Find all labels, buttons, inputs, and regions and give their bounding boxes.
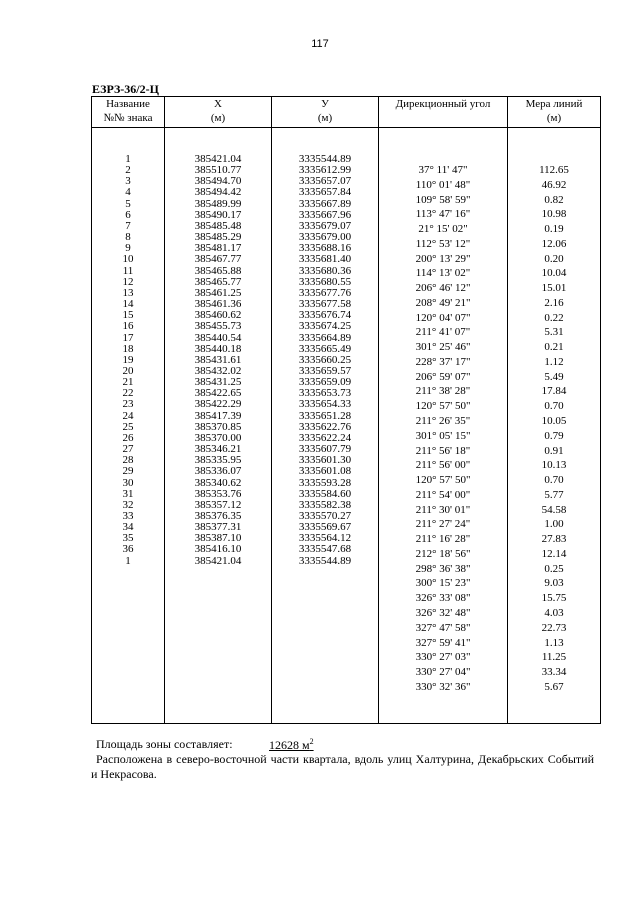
point-name-cell: 21 <box>122 376 134 389</box>
length-cell: 12.06 <box>541 237 567 250</box>
x-cell: 385422.29 <box>194 398 242 411</box>
angle-cell: 110° 01' 48" <box>415 178 471 191</box>
length-cell: 1.13 <box>544 636 564 649</box>
point-name-cell: 12 <box>122 275 134 288</box>
point-name-cell: 8 <box>125 231 131 244</box>
length-cell: 17.84 <box>541 385 567 398</box>
table-header-row <box>92 97 601 128</box>
x-cell: 385370.85 <box>194 420 242 433</box>
coordinates-table <box>91 96 601 724</box>
x-value-list <box>165 128 271 567</box>
length-cell: 2.16 <box>544 296 564 309</box>
point-name-cell: 1 <box>125 153 131 165</box>
y-cell: 3335664.89 <box>298 331 352 344</box>
point-name-cell: 20 <box>122 364 134 377</box>
length-value-list <box>508 128 600 695</box>
x-cell: 385490.17 <box>194 208 242 221</box>
y-cell: 3335681.40 <box>298 253 352 266</box>
length-cell: 5.49 <box>544 370 564 383</box>
y-cell: 3335679.00 <box>298 231 352 244</box>
y-cell: 3335593.28 <box>298 476 352 489</box>
angle-cell: 211° 27' 24" <box>415 518 471 531</box>
x-cell: 385377.31 <box>194 521 242 534</box>
point-name-cell: 25 <box>122 420 134 433</box>
point-name-cell: 13 <box>122 286 134 299</box>
length-cell: 5.77 <box>544 488 564 501</box>
area-value <box>269 737 314 753</box>
x-cell: 385460.62 <box>194 309 242 322</box>
point-name-cell: 31 <box>122 487 134 500</box>
point-name-cell: 4 <box>125 186 131 199</box>
y-cell: 3335547.68 <box>298 543 352 556</box>
y-cell: 3335677.76 <box>298 286 352 299</box>
angle-cell: 301° 05' 15" <box>415 429 471 442</box>
angle-cell: 208° 49' 21" <box>415 296 471 309</box>
angle-cell: 112° 53' 12" <box>415 237 471 250</box>
header-x-line1: X <box>214 98 222 110</box>
length-cell: 0.21 <box>544 341 564 354</box>
x-cell: 385440.18 <box>194 342 242 355</box>
y-value-list <box>272 128 378 567</box>
x-cell: 385467.77 <box>194 253 242 266</box>
angle-cell: 212° 18' 56" <box>415 547 471 560</box>
angle-cell: 109° 58' 59" <box>415 193 471 206</box>
y-cell: 3335660.25 <box>298 353 352 366</box>
length-cell: 27.83 <box>541 533 567 546</box>
length-cell: 11.25 <box>541 651 567 664</box>
point-name-list <box>92 128 164 567</box>
header-point-name <box>92 97 165 128</box>
length-cell: 9.03 <box>544 577 564 590</box>
point-name-cell: 16 <box>122 320 134 333</box>
length-cell: 15.01 <box>541 282 567 295</box>
x-cell: 385485.29 <box>194 231 242 244</box>
point-name-cell: 26 <box>122 431 134 444</box>
y-cell: 3335680.36 <box>298 264 352 277</box>
angle-cell: 114° 13' 02" <box>415 267 471 280</box>
x-cell: 385422.65 <box>194 387 242 400</box>
x-cell: 385455.73 <box>194 320 242 333</box>
length-cell: 0.25 <box>544 562 564 575</box>
angle-cell: 327° 47' 58" <box>415 621 471 634</box>
point-name-cell: 22 <box>122 387 134 400</box>
x-cell: 385510.77 <box>194 164 242 177</box>
header-point-name-line2: №№ знака <box>103 112 153 124</box>
angle-cell: 206° 59' 07" <box>415 370 471 383</box>
header-length-line1: Мера линий <box>525 98 583 110</box>
x-cell: 385370.00 <box>194 431 242 444</box>
header-angle <box>379 97 508 128</box>
y-cell: 3335653.73 <box>298 387 352 400</box>
x-cell: 385465.77 <box>194 275 242 288</box>
length-cell: 15.75 <box>541 592 567 605</box>
x-cell: 385432.02 <box>194 364 242 377</box>
point-name-cell: 7 <box>125 219 131 232</box>
length-cell: 0.70 <box>544 474 564 487</box>
x-cell: 385485.48 <box>194 219 242 232</box>
x-cell: 385465.88 <box>194 264 242 277</box>
angle-cell: 211° 16' 28" <box>415 533 471 546</box>
x-cell: 385421.04 <box>194 554 242 567</box>
point-name-cell: 19 <box>122 353 134 366</box>
length-cell: 0.22 <box>544 311 564 324</box>
y-cell: 3335612.99 <box>298 164 352 177</box>
angle-cell: 21° 15' 02" <box>418 223 468 236</box>
y-cell: 3335654.33 <box>298 398 352 411</box>
column-length <box>508 128 601 724</box>
header-x <box>165 97 272 128</box>
x-cell: 385353.76 <box>194 487 242 500</box>
length-cell: 22.73 <box>541 621 567 634</box>
angle-cell: 228° 37' 17" <box>415 355 471 368</box>
angle-cell: 326° 33' 08" <box>415 592 471 605</box>
y-cell: 3335679.07 <box>298 219 352 232</box>
angle-cell: 37° 11' 47" <box>418 164 468 176</box>
header-y <box>272 97 379 128</box>
point-name-cell: 35 <box>122 532 134 545</box>
y-cell: 3335570.27 <box>298 510 352 522</box>
length-cell: 10.04 <box>541 267 567 280</box>
x-cell: 385494.42 <box>194 186 242 199</box>
point-name-cell: 36 <box>122 543 134 556</box>
angle-cell: 120° 57' 50" <box>415 400 471 413</box>
length-cell: 0.82 <box>544 193 564 206</box>
x-cell: 385357.12 <box>194 498 242 511</box>
page-number: 117 <box>311 38 329 50</box>
zone-code-heading: ЕЗРЗ-36/2-Ц <box>92 82 159 96</box>
y-cell: 3335601.30 <box>298 454 352 467</box>
x-cell: 385417.39 <box>194 409 242 422</box>
angle-cell: 330° 27' 04" <box>415 666 471 679</box>
point-name-cell: 15 <box>122 309 134 322</box>
y-cell: 3335667.89 <box>298 197 352 210</box>
y-cell: 3335544.89 <box>298 153 352 165</box>
y-cell: 3335601.08 <box>298 465 352 478</box>
y-cell: 3335667.96 <box>298 208 352 221</box>
angle-cell: 211° 26' 35" <box>415 415 471 428</box>
point-name-cell: 10 <box>122 253 134 266</box>
angle-cell: 298° 36' 38" <box>415 562 471 575</box>
y-cell: 3335622.76 <box>298 420 352 433</box>
point-name-cell: 32 <box>122 498 134 511</box>
point-name-cell: 30 <box>122 476 134 489</box>
y-cell: 3335688.16 <box>298 242 352 255</box>
length-cell: 0.20 <box>544 252 564 265</box>
header-angle-line1: Дирекционный угол <box>395 98 491 110</box>
angle-cell: 330° 32' 36" <box>415 680 471 693</box>
area-label: Площадь зоны составляет: <box>96 737 233 751</box>
angle-cell: 301° 25' 46" <box>415 341 471 354</box>
length-cell: 0.19 <box>544 223 564 236</box>
x-cell: 385416.10 <box>194 543 242 556</box>
angle-cell: 200° 13' 29" <box>415 252 471 265</box>
point-name-cell: 34 <box>122 521 134 534</box>
length-cell: 10.13 <box>541 459 567 472</box>
y-cell: 3335544.89 <box>298 554 352 567</box>
header-length-line2: (м) <box>546 112 562 124</box>
y-cell: 3335651.28 <box>298 409 352 422</box>
x-cell: 385431.61 <box>194 353 242 366</box>
angle-cell: 211° 54' 00" <box>415 488 471 501</box>
length-cell: 5.31 <box>544 326 564 339</box>
point-name-cell: 23 <box>122 398 134 411</box>
angle-cell: 330° 27' 03" <box>415 651 471 664</box>
x-cell: 385336.07 <box>194 465 242 478</box>
angle-cell: 211° 41' 07" <box>415 326 471 339</box>
y-cell: 3335676.74 <box>298 309 352 322</box>
x-cell: 385340.62 <box>194 476 242 489</box>
length-cell: 0.70 <box>544 400 564 413</box>
x-cell: 385376.35 <box>194 510 242 522</box>
angle-cell: 120° 04' 07" <box>415 311 471 324</box>
point-name-cell: 9 <box>125 242 131 255</box>
header-x-line2: (м) <box>210 112 226 124</box>
column-x <box>165 128 272 724</box>
angle-value-list <box>379 128 507 695</box>
x-cell: 385481.17 <box>194 242 242 255</box>
angle-cell: 113° 47' 16" <box>415 208 471 221</box>
point-name-cell: 27 <box>122 443 134 456</box>
angle-cell: 211° 30' 01" <box>415 503 471 516</box>
point-name-cell: 1 <box>125 554 131 567</box>
y-cell: 3335680.55 <box>298 275 352 288</box>
length-cell: 33.34 <box>541 666 567 679</box>
column-angle <box>379 128 508 724</box>
y-cell: 3335607.79 <box>298 443 352 456</box>
length-cell: 0.91 <box>544 444 564 457</box>
y-cell: 3335674.25 <box>298 320 352 333</box>
y-cell: 3335659.09 <box>298 376 352 389</box>
length-cell: 112.65 <box>539 164 569 176</box>
length-cell: 1.00 <box>544 518 564 531</box>
point-name-cell: 5 <box>125 197 131 210</box>
angle-cell: 211° 56' 00" <box>415 459 471 472</box>
y-cell: 3335677.58 <box>298 298 352 311</box>
area-value-text: 12628 м <box>269 738 310 752</box>
x-cell: 385387.10 <box>194 532 242 545</box>
header-point-name-line1: Название <box>106 98 150 110</box>
length-cell: 12.14 <box>541 547 567 560</box>
y-cell: 3335569.67 <box>298 521 352 534</box>
x-cell: 385335.95 <box>194 454 242 467</box>
y-cell: 3335657.07 <box>298 175 352 188</box>
point-name-cell: 3 <box>125 175 131 188</box>
x-cell: 385421.04 <box>194 153 242 165</box>
angle-cell: 206° 46' 12" <box>415 282 471 295</box>
x-cell: 385431.25 <box>194 376 242 389</box>
header-y-line1: У <box>321 98 329 110</box>
point-name-cell: 18 <box>122 342 134 355</box>
length-cell: 5.67 <box>544 680 564 693</box>
y-cell: 3335584.60 <box>298 487 352 500</box>
point-name-cell: 14 <box>122 298 134 311</box>
angle-cell: 326° 32' 48" <box>415 606 471 619</box>
area-line <box>96 737 314 752</box>
point-name-cell: 28 <box>122 454 134 467</box>
length-cell: 54.58 <box>541 503 567 516</box>
column-y <box>272 128 379 724</box>
zone-description: Расположена в северо-восточной части квартала, вдоль улиц Халтурина, Декабрьских Событий и Некрасова. <box>91 752 594 781</box>
x-cell: 385461.36 <box>194 298 242 311</box>
point-name-cell: 6 <box>125 208 131 221</box>
x-cell: 385346.21 <box>194 443 242 456</box>
length-cell: 10.05 <box>541 415 567 428</box>
point-name-cell: 2 <box>125 164 131 177</box>
x-cell: 385494.70 <box>194 175 242 188</box>
angle-cell: 327° 59' 41" <box>415 636 471 649</box>
y-cell: 3335657.84 <box>298 186 352 199</box>
x-cell: 385461.25 <box>194 286 242 299</box>
angle-cell: 211° 38' 28" <box>415 385 471 398</box>
point-name-cell: 29 <box>122 465 134 478</box>
point-name-cell: 24 <box>122 409 134 422</box>
y-cell: 3335659.57 <box>298 364 352 377</box>
column-point-names <box>92 128 165 724</box>
x-cell: 385489.99 <box>194 197 242 210</box>
length-cell: 4.03 <box>544 606 564 619</box>
y-cell: 3335665.49 <box>298 342 352 355</box>
length-cell: 46.92 <box>541 178 567 191</box>
length-cell: 10.98 <box>541 208 567 221</box>
y-cell: 3335582.38 <box>298 498 352 511</box>
y-cell: 3335622.24 <box>298 431 352 444</box>
point-name-cell: 11 <box>122 264 134 277</box>
length-cell: 1.12 <box>544 355 564 368</box>
area-unit-power: 2 <box>309 737 314 746</box>
y-cell: 3335564.12 <box>298 532 352 545</box>
table-body-row <box>92 128 601 724</box>
length-cell: 0.79 <box>544 429 564 442</box>
angle-cell: 211° 56' 18" <box>415 444 471 457</box>
x-cell: 385440.54 <box>194 331 242 344</box>
angle-cell: 300° 15' 23" <box>415 577 471 590</box>
header-y-line2: (м) <box>317 112 333 124</box>
header-length <box>508 97 601 128</box>
point-name-cell: 17 <box>122 331 134 344</box>
angle-cell: 120° 57' 50" <box>415 474 471 487</box>
point-name-cell: 33 <box>122 510 134 522</box>
